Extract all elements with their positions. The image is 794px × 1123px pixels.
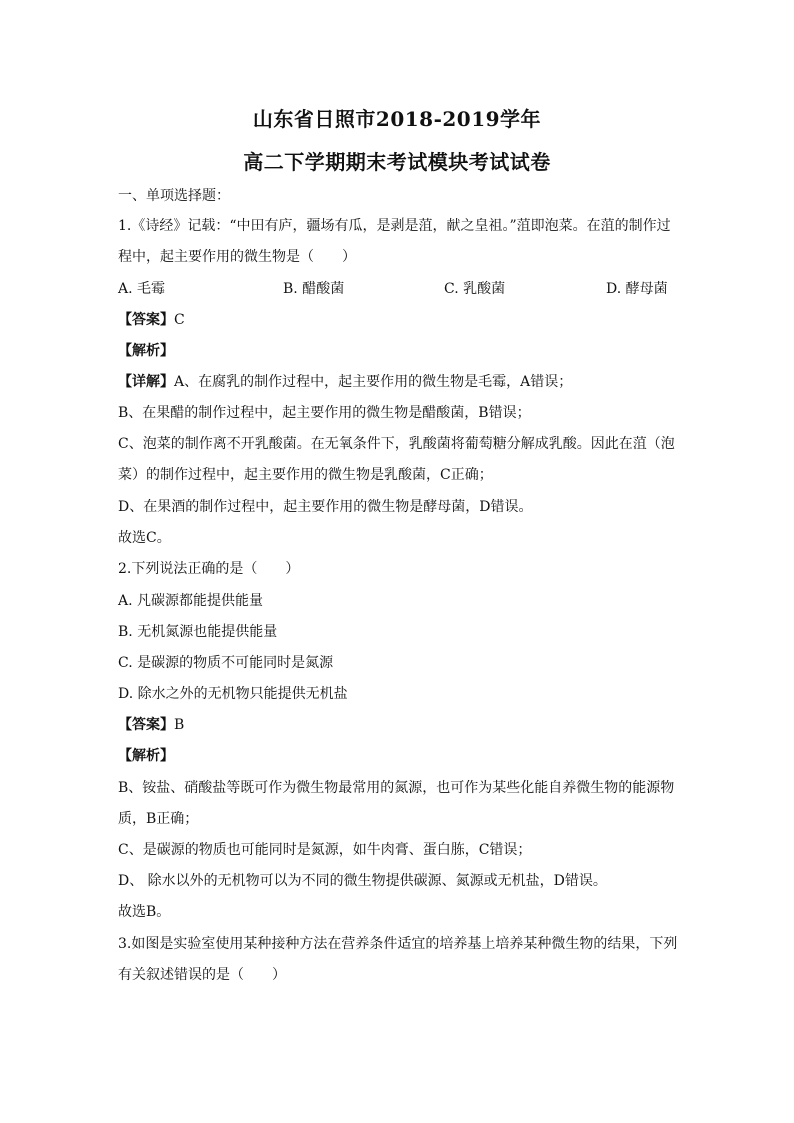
q1-option-d: D. 酵母菌 <box>606 281 668 297</box>
answer-tag: 【答案】 <box>118 717 174 733</box>
q2-analysis-tag: 【解析】 <box>118 748 174 764</box>
q1-stem-line2: 程中，起主要作用的微生物是（ ） <box>118 249 356 265</box>
answer-value: C <box>174 312 185 328</box>
q1-detail-line4: 菜）的制作过程中，起主要作用的微生物是乳酸菌，C正确； <box>118 467 493 483</box>
detail-text: A、在腐乳的制作过程中，起主要作用的微生物是毛霉，A错误； <box>174 374 573 390</box>
document-title-line1: 山东省日照市2018-2019学年 <box>252 107 542 131</box>
q2-detail-line3: C、是碳源的物质也可能同时是氮源，如牛肉膏、蛋白胨，C错误； <box>118 842 532 858</box>
q2-option-d: D. 除水之外的无机物只能提供无机盐 <box>118 686 348 702</box>
q1-option-c: C. 乳酸菌 <box>444 281 506 297</box>
section-heading: 一、单项选择题： <box>118 188 230 204</box>
q2-option-c: C. 是碳源的物质不可能同时是氮源 <box>118 655 334 671</box>
q1-detail-line6: 故选C。 <box>118 530 171 546</box>
q3-stem-line1: 3.如图是实验室使用某种接种方法在营养条件适宜的培养基上培养某种微生物的结果，下列 <box>118 936 678 952</box>
q1-detail-line5: D、在果酒的制作过程中，起主要作用的微生物是酵母菌，D错误。 <box>118 499 533 515</box>
q2-detail-line5: 故选B。 <box>118 904 171 920</box>
q1-option-a: A. 毛霉 <box>118 281 166 297</box>
q2-option-b: B. 无机氮源也能提供能量 <box>118 624 278 640</box>
q2-answer <box>118 715 678 735</box>
q2-option-a: A. 凡碳源都能提供能量 <box>118 593 264 609</box>
document-title-line2: 高二下学期期末考试模块考试试卷 <box>243 150 551 174</box>
q2-detail-line4: D、 除水以外的无机物可以为不同的微生物提供碳源、氮源或无机盐，D错误。 <box>118 873 607 889</box>
q1-stem-line1: 1.《诗经》记载：“中田有庐，疆场有瓜，是剥是菹，献之皇祖。”菹即泡菜。在菹的制作过 <box>118 218 671 234</box>
q1-option-b: B. 醋酸菌 <box>283 281 345 297</box>
q1-detail-line1 <box>118 372 678 392</box>
q3-stem-line2: 有关叙述错误的是（ ） <box>118 967 286 983</box>
detail-tag: 【详解】 <box>118 374 174 390</box>
q1-analysis-tag: 【解析】 <box>118 343 174 359</box>
q2-detail-line1: B、铵盐、硝酸盐等既可作为微生物最常用的氮源，也可作为某些化能自养微生物的能源物 <box>118 780 675 796</box>
q2-stem: 2.下列说法正确的是（ ） <box>118 561 300 577</box>
q2-detail-line2: 质，B正确； <box>118 811 199 827</box>
q1-detail-line3: C、泡菜的制作离不开乳酸菌。在无氧条件下，乳酸菌将葡萄糖分解成乳酸。因此在菹（泡 <box>118 436 675 452</box>
answer-value: B <box>174 717 185 733</box>
q1-detail-line2: B、在果醋的制作过程中，起主要作用的微生物是醋酸菌，B错误； <box>118 405 531 421</box>
answer-tag: 【答案】 <box>118 312 174 328</box>
q1-answer <box>118 310 678 330</box>
